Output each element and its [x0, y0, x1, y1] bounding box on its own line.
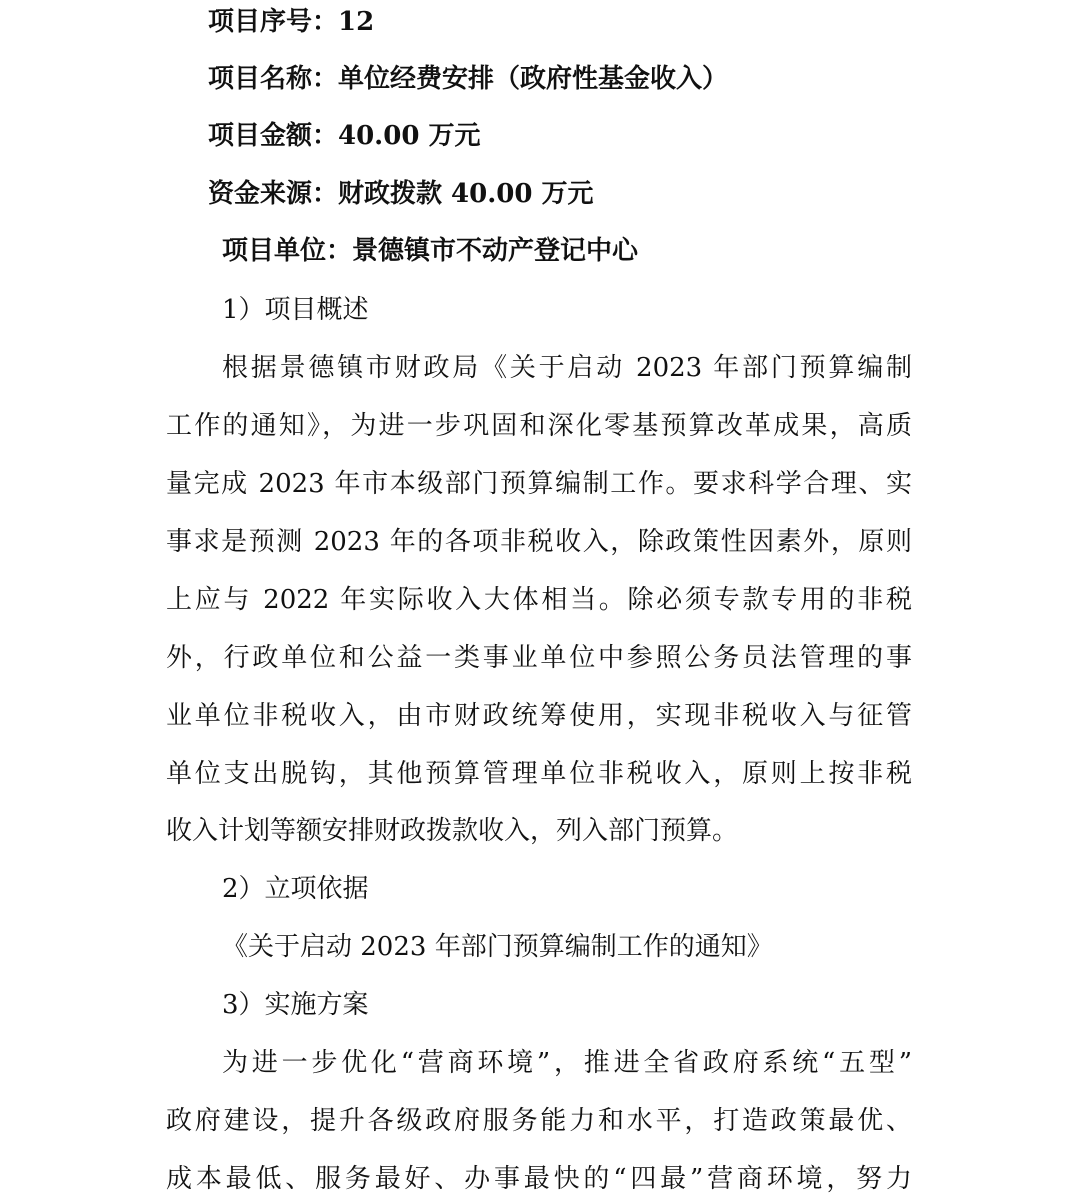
fund-source: 资金来源：财政拨款 40.00 万元 [208, 179, 594, 209]
basis-text: 《关于启动 2023 年部门预算编制工作的通知》 [222, 932, 773, 962]
project-name: 项目名称：单位经费安排（政府性基金收入） [208, 64, 729, 94]
overview-line: 业单位非税收入，由市财政统筹使用，实现非税收入与征管 [166, 701, 912, 731]
overview-line: 外，行政单位和公益一类事业单位中参照公务员法管理的事 [166, 643, 912, 673]
plan-line: 政府建设，提升各级政府服务能力和水平，打造政策最优、 [166, 1106, 912, 1136]
overview-line: 单位支出脱钩，其他预算管理单位非税收入，原则上按非税 [166, 759, 912, 789]
section-heading-overview: 1）项目概述 [222, 295, 369, 325]
overview-line: 根据景德镇市财政局《关于启动 2023 年部门预算编制 [222, 353, 912, 383]
overview-line: 上应与 2022 年实际收入大体相当。除必须专款专用的非税 [166, 585, 912, 615]
overview-line: 事求是预测 2023 年的各项非税收入，除政策性因素外，原则 [166, 527, 912, 557]
project-amount: 项目金额：40.00 万元 [208, 121, 481, 151]
overview-line: 收入计划等额安排财政拨款收入，列入部门预算。 [166, 816, 739, 846]
plan-line: 为进一步优化“营商环境”，推进全省政府系统“五型” [222, 1048, 912, 1078]
overview-line: 工作的通知》，为进一步巩固和深化零基预算改革成果，高质 [166, 411, 912, 441]
project-number: 项目序号：12 [208, 7, 375, 37]
project-unit: 项目单位：景德镇市不动产登记中心 [222, 236, 639, 266]
section-heading-plan: 3）实施方案 [222, 990, 369, 1020]
section-heading-basis: 2）立项依据 [222, 874, 369, 904]
overview-line: 量完成 2023 年市本级部门预算编制工作。要求科学合理、实 [166, 469, 912, 499]
plan-line: 成本最低、服务最好、办事最快的“四最”营商环境，努力 [166, 1164, 912, 1194]
